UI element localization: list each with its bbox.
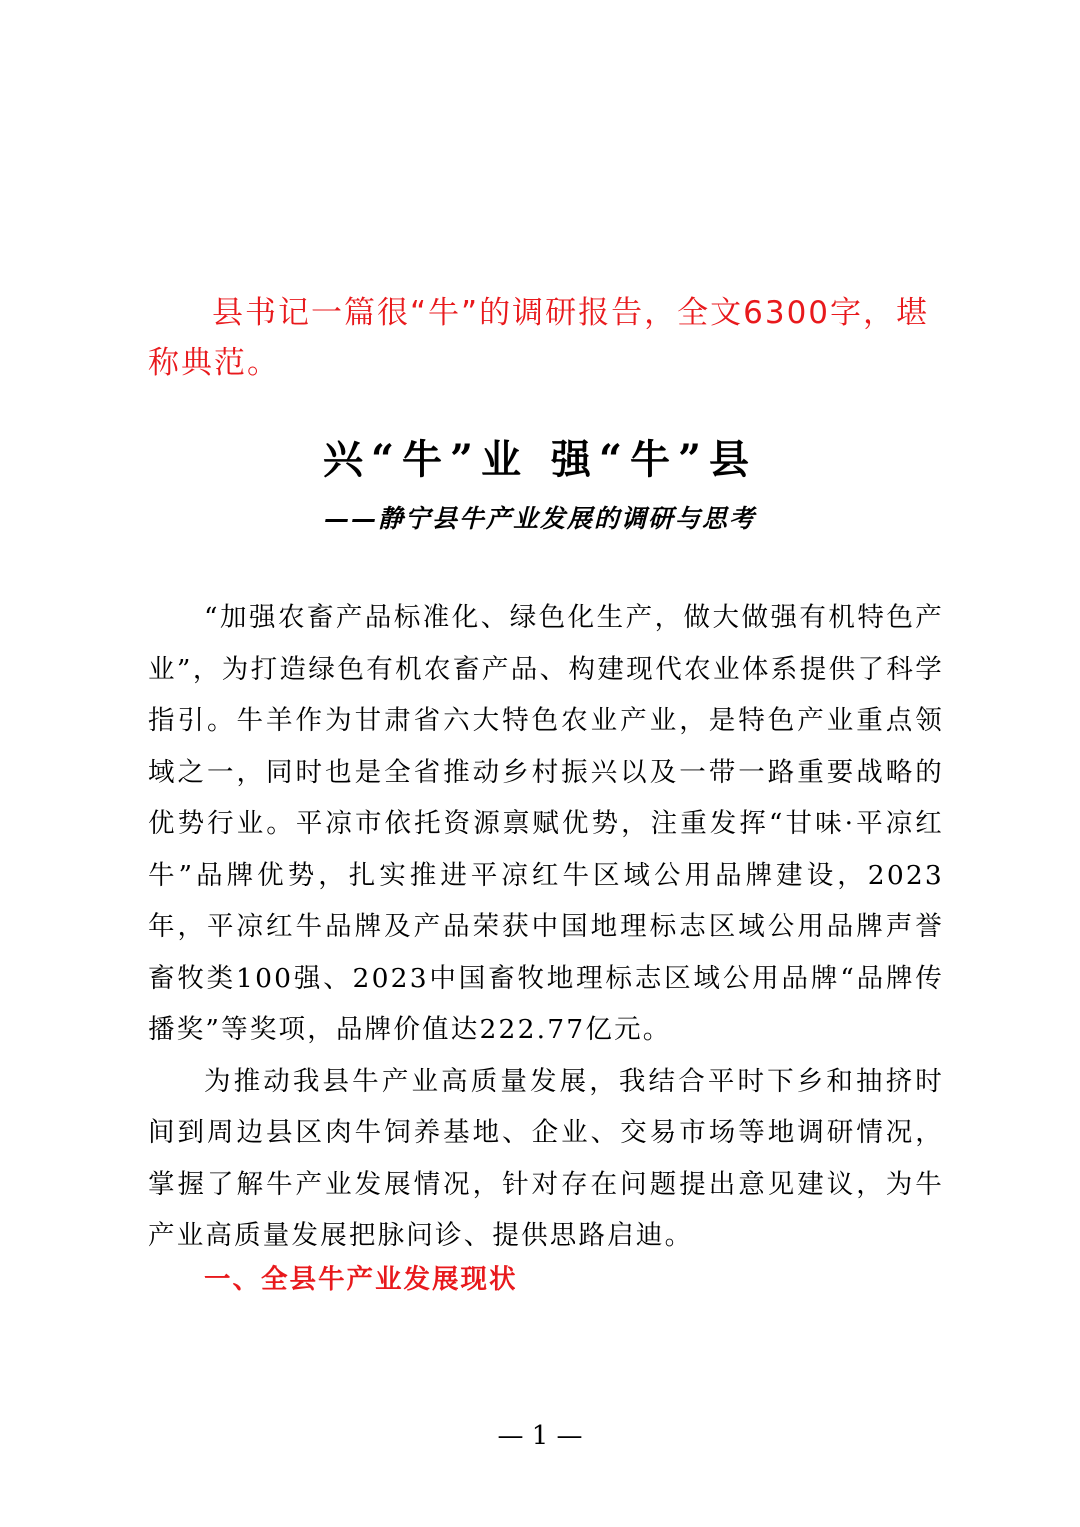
body-text	[148, 592, 944, 1262]
paragraph: “加强农畜产品标准化、绿色化生产，做大做强有机特色产业”，为打造绿色有机农畜产品、构建现代农业体系提供了科学指引。牛羊作为甘肃省六大特色农业产业，是特色产业重点领域之一，同时也是全省推动乡村振兴以及一带一路重要战略的优势行业。平凉市依托资源禀赋优势，注重发挥“甘味·平凉红牛”品牌优势，扎实推进平凉红牛区域公用品牌建设，2023年，平凉红牛品牌及产品荣获中国地理标志区域公用品牌声誉畜牧类100强、2023中国畜牧地理标志区域公用品牌“品牌传播奖”等奖项，品牌价值达222.77亿元。	[148, 602, 944, 1045]
section-heading: 一、全县牛产业发展现状	[204, 1264, 518, 1295]
document-title: 兴“牛”业 强“牛”县	[323, 436, 757, 483]
document-subtitle: ——静宁县牛产业发展的调研与思考	[323, 504, 756, 533]
page-number: — 1 —	[497, 1421, 583, 1451]
headline: 县书记一篇很“牛”的调研报告，全文6300字，堪称典范。	[148, 295, 930, 381]
paragraph: 为推动我县牛产业高质量发展，我结合平时下乡和抽挤时间到周边县区肉牛饲养基地、企业、交易市场等地调研情况，掌握了解牛产业发展情况，针对存在问题提出意见建议，为牛产业高质量发展把脉问诊、提供思路启迪。	[148, 1065, 944, 1251]
